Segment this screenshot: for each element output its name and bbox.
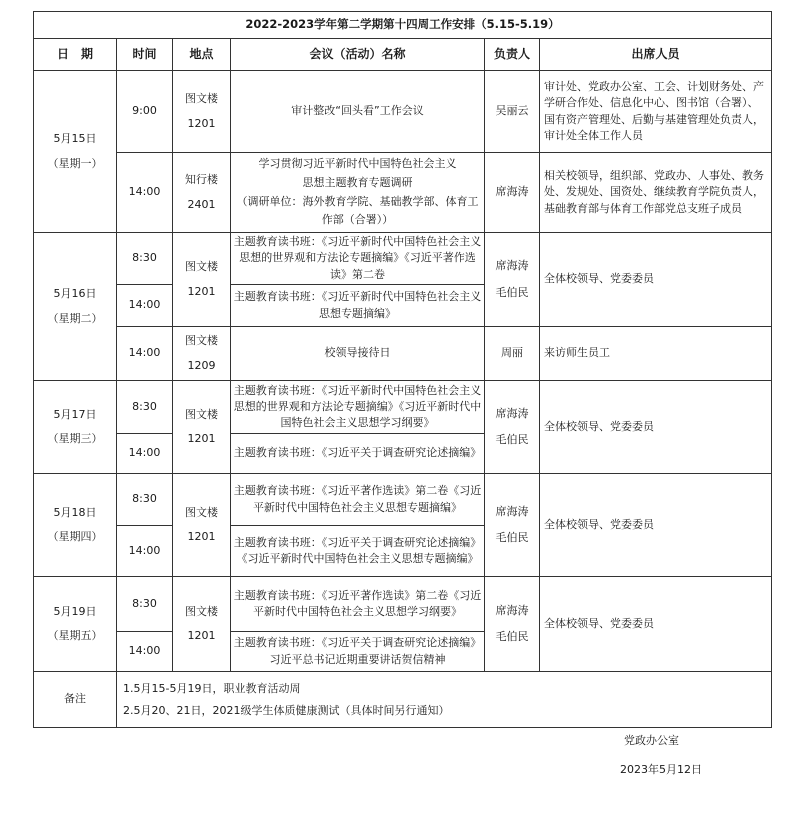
place-cell [173,474,231,577]
time-cell [117,632,173,672]
schedule-row [34,381,772,434]
time-cell [117,233,173,285]
place-value: 图文楼 [185,334,218,348]
time-cell [117,153,173,233]
attendees-cell [540,327,772,381]
time-value: 14:00 [128,446,161,460]
person-cell [485,153,540,233]
day-date-cell [34,233,117,381]
time-cell [117,327,173,381]
note-item: 2.5月20、21日，2021级学生体质健康测试（具体时间另行通知） [123,703,450,717]
day-weekday: （星期五） [47,629,103,642]
attendees-text: 相关校领导，组织部、党政办、人事处、教务处、发规处、国资处、继续教育学院负责人，基础教育部与体育工作部党总支班子成员 [544,169,764,215]
day-date: 5月16日 [53,287,97,301]
meeting-cell [231,381,485,434]
time-value: 8:30 [132,251,157,265]
day-date: 5月15日 [53,132,97,146]
meeting-cell [231,474,485,526]
schedule-table [33,11,772,728]
notes-row [34,672,772,728]
place-cell [173,71,231,153]
person-name: 毛伯民 [495,285,529,299]
person-name: 席海涛 [495,603,529,617]
meeting-text: 主题教育读书班：《习近平著作选读》第二卷《习近平新时代中国特色社会主义思想专题摘编》 [233,484,482,514]
place-value: 1209 [187,358,216,372]
person-cell [485,381,540,474]
day-date: 5月18日 [53,505,97,519]
footer-office: 党政办公室 [624,734,679,747]
place-cell [173,381,231,474]
schedule-row [34,71,772,153]
meeting-cell [231,233,485,285]
meeting-cell [231,327,485,381]
attendees-text: 全体校领导、党委委员 [544,517,654,531]
attendees-cell [540,71,772,153]
notes-label: 备注 [34,672,117,728]
person-name: 毛伯民 [495,630,529,643]
place-value: 1201 [187,629,216,642]
meeting-cell [231,434,485,474]
day-weekday: （星期二） [47,311,103,325]
schedule-row [34,327,772,381]
time-cell [117,526,173,577]
person-name: 毛伯民 [495,433,529,446]
time-cell [117,434,173,474]
meeting-text: 主题教育读书班：《习近平关于调查研究论述摘编》 [233,446,482,460]
attendees-text: 全体校领导、党委委员 [544,616,654,630]
place-value: 知行楼 [185,173,218,187]
notes-content [117,672,772,728]
day-date-cell [34,577,117,672]
schedule-row [34,153,772,233]
meeting-text: 主题教育读书班：《习近平著作选读》第二卷《习近平新时代中国特色社会主义思想学习纲要》 [233,588,482,618]
place-value: 图文楼 [185,92,218,106]
person-name: 席海涛 [495,259,529,273]
time-value: 8:30 [132,492,157,506]
schedule-row [34,577,772,632]
attendees-text: 审计处、党政办公室、工会、计划财务处、产学研合作处、信息化中心、图书馆（合署）、国有资产管理处、后勤与基建管理处负责人，审计处全体工作人员 [544,79,764,142]
place-value: 1201 [187,116,216,130]
meeting-cell [231,526,485,577]
day-date: 5月17日 [53,407,97,421]
place-cell [173,233,231,327]
person-cell [485,327,540,381]
place-value: 图文楼 [185,604,218,618]
attendees-text: 全体校领导、党委委员 [544,272,654,286]
meeting-text: （调研单位：海外教育学院、基础教学部、体育工作部（合署）） [236,194,479,227]
place-cell [173,577,231,672]
time-cell [117,285,173,327]
place-value: 图文楼 [185,407,218,421]
meeting-text: 主题教育读书班：《习近平新时代中国特色社会主义思想的世界观和方法论专题摘编》《习近平著作选读》第二卷 [233,235,482,281]
attendees-cell [540,233,772,327]
person-name: 吴丽云 [495,104,529,118]
meeting-text: 主题教育读书班：《习近平关于调查研究论述摘编》《习近平新时代中国特色社会主义思想专题摘编》 [233,535,482,565]
time-cell [117,71,173,153]
time-value: 8:30 [132,399,157,413]
place-value: 图文楼 [185,505,218,519]
attendees-cell [540,153,772,233]
meeting-text: 审计整改“回头看”工作会议 [291,104,424,118]
schedule-title: 2022-2023学年第二学期第十四周工作安排（5.15-5.19） [34,12,772,39]
meeting-text: 主题教育读书班：《习近平新时代中国特色社会主义思想的世界观和方法论专题摘编》《习近平新时代中国特色社会主义思想学习纲要》 [233,383,482,430]
place-value: 1201 [187,432,216,445]
day-date-cell [34,71,117,233]
attendees-cell [540,381,772,474]
person-cell [485,233,540,327]
day-date: 5月19日 [53,604,97,618]
attendees-text: 全体校领导、党委委员 [544,419,654,433]
header-place: 地点 [173,39,231,71]
meeting-text: 学习贯彻习近平新时代中国特色社会主义 [258,157,457,171]
person-name: 周丽 [501,346,523,360]
header-meeting: 会议（活动）名称 [231,39,485,71]
day-weekday: （星期一） [47,156,103,170]
time-value: 9:00 [132,104,157,118]
person-name: 席海涛 [495,504,529,518]
place-value: 2401 [187,197,216,211]
attendees-cell [540,577,772,672]
attendees-cell [540,474,772,577]
day-date-cell [34,381,117,474]
time-cell [117,577,173,632]
meeting-text: 思想主题教育专题调研 [302,175,413,189]
time-value: 14:00 [128,185,161,199]
place-cell [173,327,231,381]
meeting-cell [231,153,485,233]
time-value: 14:00 [128,298,161,312]
time-cell [117,381,173,434]
place-value: 1201 [187,284,216,298]
day-weekday: （星期四） [47,530,103,543]
time-value: 8:30 [132,596,157,610]
meeting-text: 校领导接待日 [324,346,391,360]
meeting-cell [231,632,485,672]
time-value: 14:00 [128,644,161,658]
time-value: 14:00 [128,346,161,360]
header-attendees: 出席人员 [540,39,772,71]
place-value: 图文楼 [185,260,218,274]
meeting-cell [231,285,485,327]
place-cell [173,153,231,233]
place-value: 1201 [187,530,216,543]
person-cell [485,577,540,672]
person-cell [485,71,540,153]
schedule-row [34,474,772,526]
attendees-text: 来访师生员工 [544,346,610,360]
time-value: 14:00 [128,543,161,557]
header-person: 负责人 [485,39,540,71]
header-row [34,39,772,71]
person-name: 席海涛 [495,185,529,199]
person-name: 席海涛 [495,406,529,420]
header-time: 时间 [117,39,173,71]
person-name: 毛伯民 [495,531,529,544]
meeting-cell [231,71,485,153]
meeting-text: 主题教育读书班：《习近平新时代中国特色社会主义思想专题摘编》 [233,290,482,320]
note-item: 1.5月15-5月19日，职业教育活动周 [123,681,301,695]
day-date-cell [34,474,117,577]
header-date: 日 期 [34,39,117,71]
schedule-row [34,233,772,285]
meeting-cell [231,577,485,632]
schedule-sheet [33,11,772,728]
footer-date: 2023年5月12日 [620,763,702,776]
day-weekday: （星期三） [47,432,103,445]
meeting-text: 主题教育读书班：《习近平关于调查研究论述摘编》习近平总书记近期重要讲话贺信精神 [233,636,482,666]
person-cell [485,474,540,577]
time-cell [117,474,173,526]
